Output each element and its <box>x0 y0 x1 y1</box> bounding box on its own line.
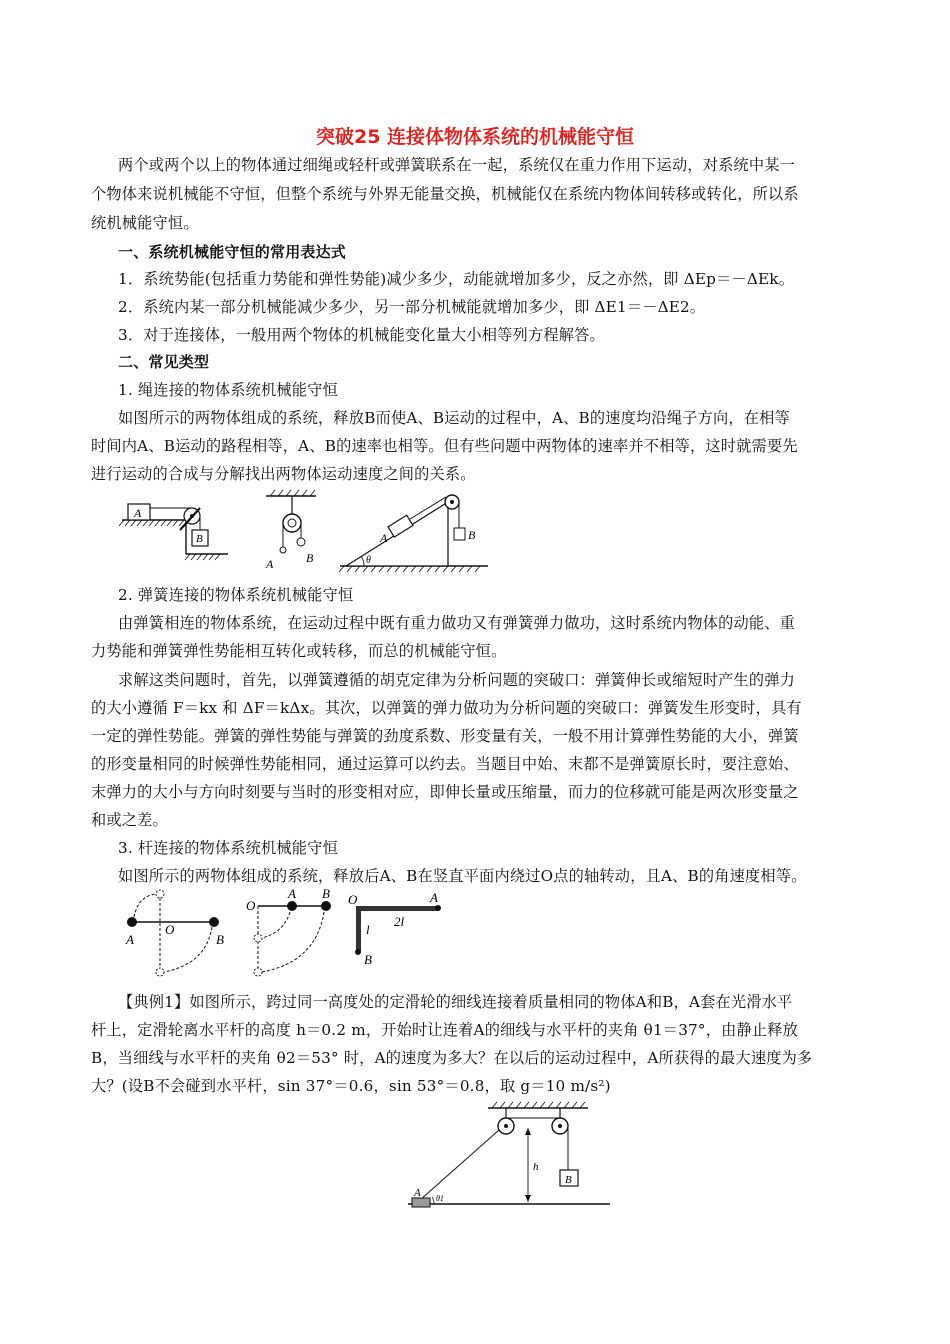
rope-figure-hanging-pulley <box>265 490 316 571</box>
spring-text2-6: 和或之差。 <box>91 811 168 829</box>
rod-label-b-2: B <box>322 886 330 901</box>
spring-text2-1: 求解这类问题时，首先，以弹簧遵循的胡克定律为分析问题的突破口：弹簧伸长或缩短时产生的弹力 <box>118 671 796 689</box>
label-a-2: A <box>266 557 274 571</box>
spring-subheading: 2. 弹簧连接的物体系统机械能守恒 <box>118 586 354 604</box>
example-label-h: h <box>533 1161 539 1173</box>
section-1-item-3: 3．对于连接体，一般用两个物体的机械能变化量大小相等列方程解答。 <box>118 326 605 344</box>
rod-figure-center-pivot <box>125 890 224 976</box>
rope-connection-figures <box>118 490 488 580</box>
label-theta: θ <box>366 555 371 566</box>
spring-text1-1: 由弹簧相连的物体系统，在运动过程中既有重力做功又有弹簧弹力做功，这时系统内物体的动能、重 <box>118 614 796 632</box>
rod-label-2l: 2l <box>394 914 405 929</box>
label-a-3: A <box>380 531 388 545</box>
rope-subheading: 1. 绳连接的物体系统机械能守恒 <box>118 381 338 399</box>
rod-label-b-1: B <box>216 932 224 947</box>
intro-line-1: 两个或两个以上的物体通过细绳或轻杆或弹簧联系在一起，系统仅在重力作用下运动，对系统中某一 <box>118 156 796 174</box>
section-1-heading: 一、系统机械能守恒的常用表达式 <box>118 243 347 261</box>
rod-label-o-2: O <box>246 898 256 913</box>
rod-text: 如图所示的两物体组成的系统，释放后A、B在竖直平面内绕过O点的轴转动，且A、B的角速度相等。 <box>118 867 807 885</box>
rod-figure-l-shaped <box>348 890 441 967</box>
rod-label-a-3: A <box>430 890 438 905</box>
example-line-1: 【典例1】如图所示，跨过同一高度处的定滑轮的细线连接着质量相同的物体A和B，A套在光滑水平 <box>118 993 793 1011</box>
spring-text2-2: 的大小遵循 F＝kx 和 ΔF＝kΔx。其次，以弹簧的弹力做功为分析问题的突破口：弹簧发生形变时，具有 <box>91 699 802 717</box>
rope-text-2: 时间内A、B运动的路程相等，A、B的速率也相等。但有些问题中两物体的速率并不相等，这时就需要先 <box>91 437 798 455</box>
label-b-1: B <box>196 533 203 545</box>
spring-text2-5: 末弹力的大小与方向时刻要与当时的形变相对应，即伸长量或压缩量，而力的位移就可能是两次形变量之 <box>91 783 799 801</box>
rod-label-a-2: A <box>288 886 296 901</box>
example-label-a: A <box>414 1187 421 1199</box>
section-2-heading: 二、常见类型 <box>118 353 210 371</box>
spring-text2-4: 的形变量相同的时候弹性势能相同，通过运算可以约去。当题目中始、末都不是弹簧原长时，要注意始、 <box>91 755 799 773</box>
label-b-3: B <box>468 528 476 542</box>
example-figure <box>404 1098 614 1210</box>
rod-label-b-3: B <box>364 952 372 967</box>
section-1-item-2: 2．系统内某一部分机械能减少多少，另一部分机械能就增加多少，即 ΔE1＝－ΔE2。 <box>118 298 706 316</box>
rod-label-l: l <box>366 922 370 937</box>
example-line-2: 杆上，定滑轮离水平杆的高度 h＝0.2 m，开始时让连着A的细线与水平杆的夹角 θ1＝37°，由静止释放 <box>91 1021 799 1039</box>
rope-text-3: 进行运动的合成与分解找出两物体运动速度之间的关系。 <box>91 465 476 483</box>
example-label-theta1: θ1 <box>436 1194 444 1203</box>
section-1-item-1: 1．系统势能(包括重力势能和弹性势能)减少多少，动能就增加多少，反之亦然，即 ΔEp＝－ΔEk。 <box>118 270 795 288</box>
rope-text-1: 如图所示的两物体组成的系统，释放B而使A、B运动的过程中，A、B的速度均沿绳子方向，在相等 <box>118 409 790 427</box>
example-label-b: B <box>565 1174 572 1186</box>
intro-line-3: 统机械能守恒。 <box>91 214 199 232</box>
rod-label-o-1: O <box>165 922 175 937</box>
intro-line-2: 个物体来说机械能不守恒，但整个系统与外界无能量交换，机械能仅在系统内物体间转移或转化，所以系 <box>91 185 799 203</box>
label-a-1: A <box>134 506 142 520</box>
label-b-2: B <box>306 551 314 565</box>
spring-text1-2: 力势能和弹簧弹性势能相互转化或转移，而总的机械能守恒。 <box>91 642 507 660</box>
rod-connection-figures <box>118 886 458 982</box>
rod-label-a-1: A <box>126 932 134 947</box>
page-title: 突破25 连接体物体系统的机械能守恒 <box>315 126 635 148</box>
rope-figure-incline <box>339 495 488 572</box>
rod-label-o-3: O <box>348 892 358 907</box>
rope-figure-table-pulley <box>119 504 228 560</box>
rod-figure-end-pivot <box>246 886 331 976</box>
example-line-4: 大？(设B不会碰到水平杆，sin 37°＝0.6，sin 53°＝0.8，取 g＝10 m/s²) <box>91 1077 611 1095</box>
example-line-3: B，当细线与水平杆的夹角 θ2＝53° 时，A的速度为多大？在以后的运动过程中，A所获得的最大速度为多 <box>91 1049 813 1067</box>
rod-subheading: 3. 杆连接的物体系统机械能守恒 <box>118 839 338 857</box>
spring-text2-3: 一定的弹性势能。弹簧的弹性势能与弹簧的劲度系数、形变量有关，一般不用计算弹性势能的大小，弹簧 <box>91 727 799 745</box>
